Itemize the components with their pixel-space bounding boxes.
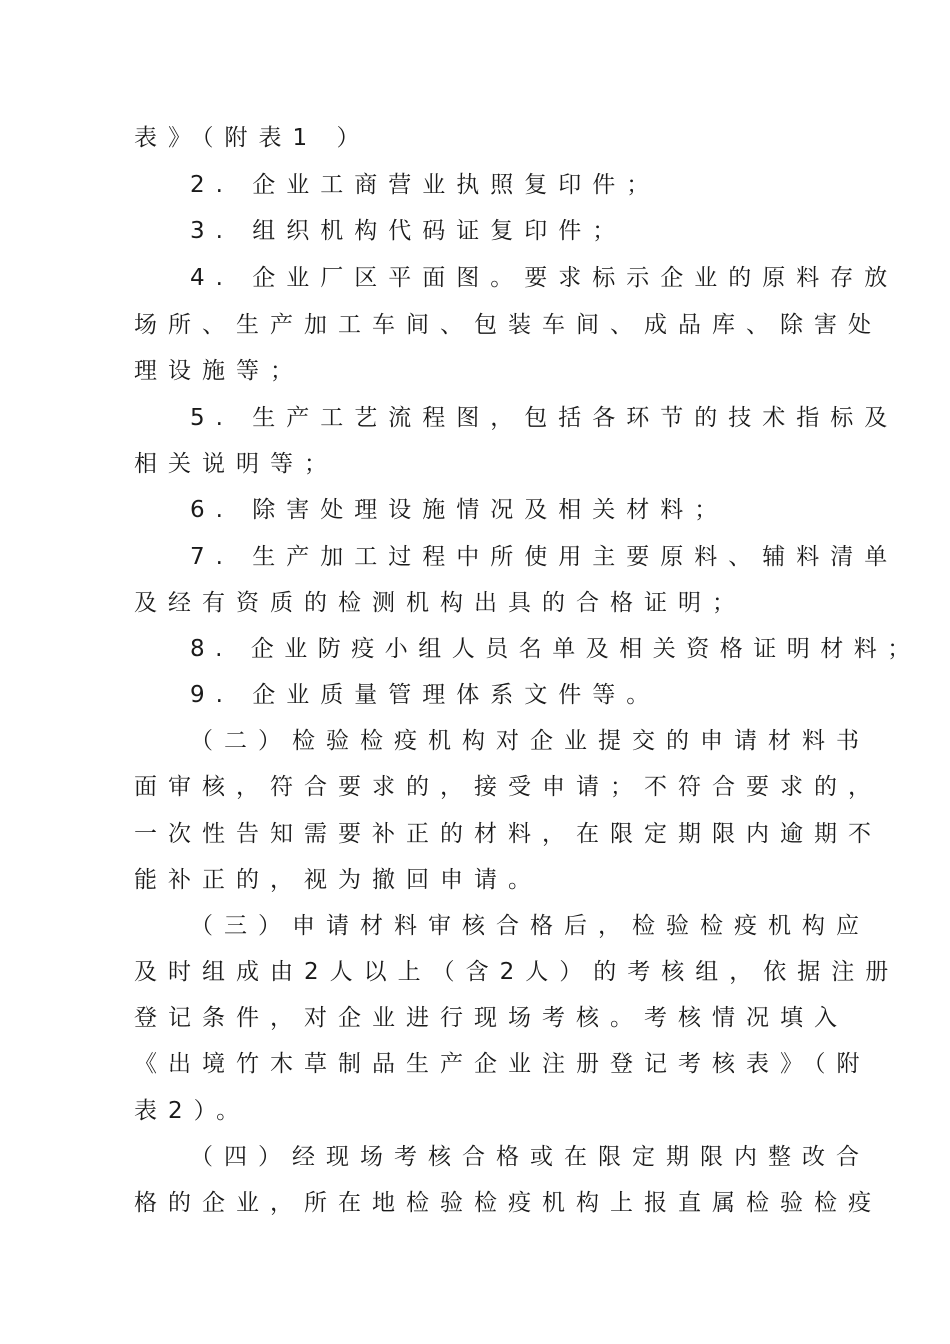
text-line-11: 及经有资质的检测机构出具的合格证明； [134,590,746,616]
text-line-20: 登记条件，对企业进行现场考核。考核情况填入 [134,1005,848,1031]
text-line-6: 理设施等； [134,358,304,384]
text-line-18: （三）申请材料审核合格后，检验检疫机构应 [190,913,870,939]
text-line-12: 8. 企业防疫小组人员名单及相关资格证明材料； [190,636,921,662]
text-line-4: 4. 企业厂区平面图。要求标示企业的原料存放 [190,265,899,291]
text-line-5: 场所、生产加工车间、包装车间、成品库、除害处 [134,312,882,338]
text-line-8: 相关说明等； [134,451,338,477]
text-line-17: 能补正的，视为撤回申请。 [134,867,542,893]
text-line-23: （四）经现场考核合格或在限定期限内整改合 [190,1144,870,1170]
text-line-22: 表2）。 [134,1098,251,1124]
text-line-7: 5. 生产工艺流程图，包括各环节的技术指标及 [190,405,899,431]
text-line-14: （二）检验检疫机构对企业提交的申请材料书 [190,728,870,754]
text-line-16: 一次性告知需要补正的材料，在限定期限内逾期不 [134,821,882,847]
text-line-13: 9. 企业质量管理体系文件等。 [190,682,661,708]
text-line-15: 面审核，符合要求的，接受申请；不符合要求的， [134,774,882,800]
text-line-3: 3. 组织机构代码证复印件； [190,218,627,244]
text-line-2: 2. 企业工商营业执照复印件； [190,172,661,198]
text-line-21: 《出境竹木草制品生产企业注册登记考核表》（附 [134,1051,871,1077]
text-line-9: 6. 除害处理设施情况及相关材料； [190,497,729,523]
text-line-19: 及时组成由2人以上（含2人）的考核组，依据注册 [134,959,900,985]
text-line-1: 表》（附表1 ） [134,125,371,151]
text-line-10: 7. 生产加工过程中所使用主要原料、辅料清单 [190,544,899,570]
text-line-24: 格的企业，所在地检验检疫机构上报直属检验检疫 [134,1190,882,1216]
